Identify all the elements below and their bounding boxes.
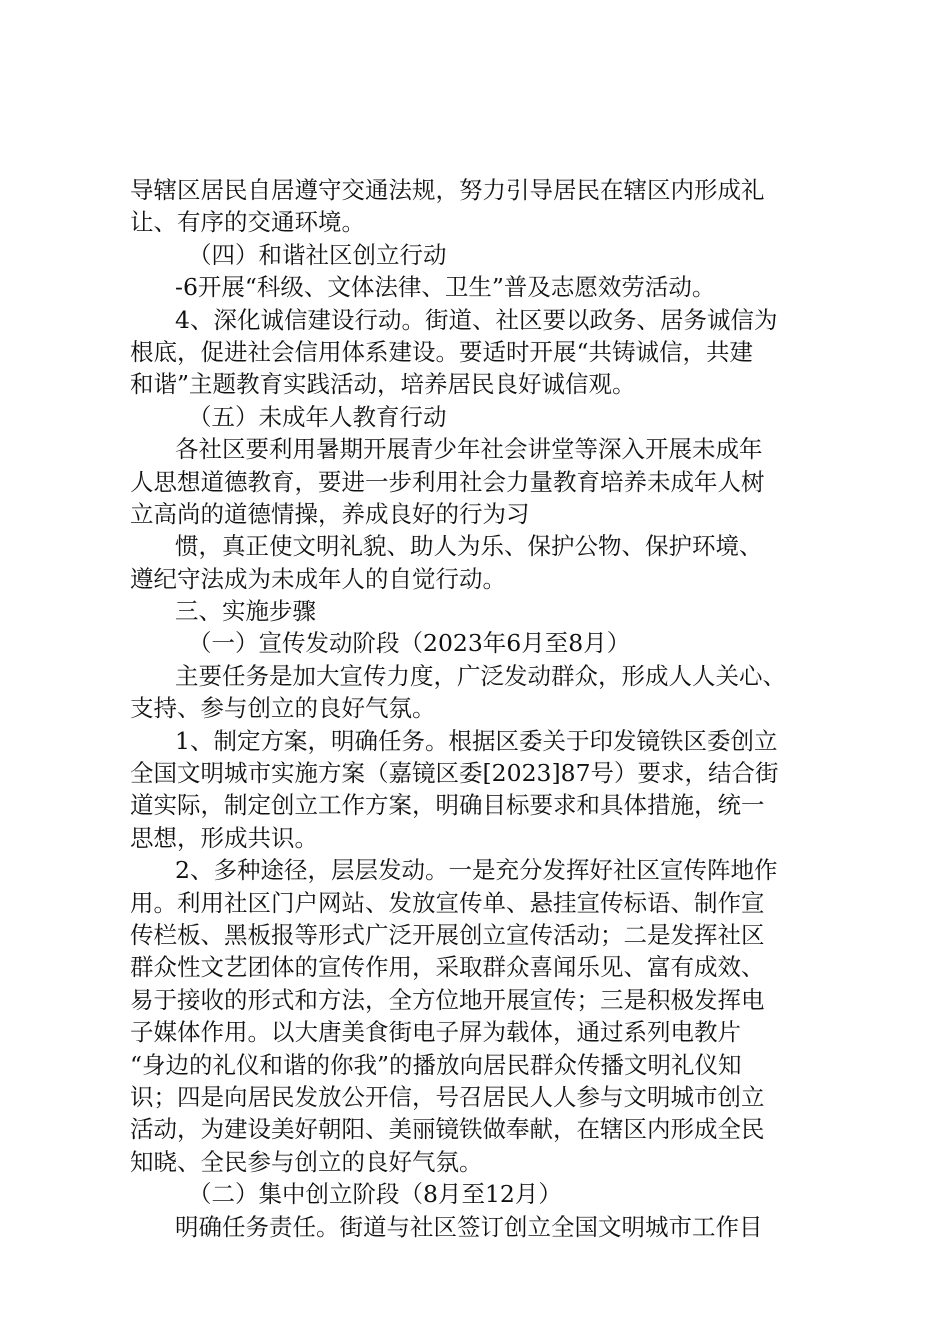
- text-line: 用。利用社区门户网站、发放宣传单、悬挂宣传标语、制作宣: [130, 888, 765, 917]
- text-line: 道实际，制定创立工作方案，明确目标要求和具体措施，统一: [130, 791, 765, 820]
- text-line: 各社区要利用暑期开展青少年社会讲堂等深入开展未成年: [175, 435, 763, 464]
- text-line: 根底，促进社会信用体系建设。要适时开展“共铸诚信，共建: [130, 337, 754, 366]
- text-line: 子媒体作用。以大唐美食街电子屏为载体，通过系列电教片: [130, 1018, 741, 1047]
- text-line: 明确任务责任。街道与社区签订创立全国文明城市工作目: [175, 1212, 763, 1241]
- text-line: 导辖区居民自居遵守交通法规，努力引导居民在辖区内形成礼: [130, 176, 765, 204]
- text-line: 支持、参与创立的良好气氛。: [130, 694, 436, 723]
- text-line: 思想，形成共识。: [130, 823, 318, 852]
- text-line: 活动，为建设美好朝阳、美丽镜铁做奉献，在辖区内形成全民: [130, 1115, 765, 1144]
- section-heading: （五）未成年人教育行动: [188, 402, 447, 431]
- section-heading: （二）集中创立阶段（8月至12月）: [188, 1180, 562, 1209]
- section-heading: 三、实施步骤: [175, 597, 316, 626]
- text-line: 群众性文艺团体的宣传作用，采取群众喜闻乐见、富有成效、: [130, 953, 765, 982]
- text-line: 惯，真正使文明礼貌、助人为乐、保护公物、保护环境、: [175, 532, 763, 561]
- text-line: 和谐”主题教育实践活动，培养居民良好诚信观。: [130, 370, 636, 399]
- text-line: 主要任务是加大宣传力度，广泛发动群众，形成人人关心、: [175, 661, 786, 690]
- text-line: 立高尚的道德情操，养成良好的行为习: [130, 499, 530, 528]
- text-line: 2、多种途径，层层发动。一是充分发挥好社区宣传阵地作: [175, 856, 778, 885]
- section-heading: （一）宣传发动阶段（2023年6月至8月）: [188, 629, 631, 658]
- text-line: 传栏板、黑板报等形式广泛开展创立宣传活动；二是发挥社区: [130, 920, 765, 949]
- text-line: 全国文明城市实施方案（嘉镜区委[2023]87号）要求，结合街: [130, 759, 779, 788]
- text-line: 人思想道德教育，要进一步利用社会力量教育培养未成年人树: [130, 467, 765, 496]
- text-line: 知晓、全民参与创立的良好气氛。: [130, 1147, 483, 1176]
- document-body: [130, 174, 830, 1243]
- text-line: 1、制定方案，明确任务。根据区委关于印发镜铁区委创立: [175, 726, 778, 755]
- text-line: “身边的礼仪和谐的你我”的播放向居民群众传播文明礼仪知: [130, 1050, 742, 1079]
- text-line: 让、有序的交通环境。: [130, 208, 365, 237]
- text-line: 易于接收的形式和方法，全方位地开展宣传；三是积极发挥电: [130, 985, 765, 1014]
- section-heading: （四）和谐社区创立行动: [188, 240, 447, 269]
- text-line: -6开展“科级、文体法律、卫生”普及志愿效劳活动。: [175, 273, 716, 302]
- text-line: 遵纪守法成为未成年人的自觉行动。: [130, 564, 506, 593]
- text-line: 识；四是向居民发放公开信，号召居民人人参与文明城市创立: [130, 1082, 765, 1111]
- text-line: 4、深化诚信建设行动。街道、社区要以政务、居务诚信为: [175, 305, 778, 334]
